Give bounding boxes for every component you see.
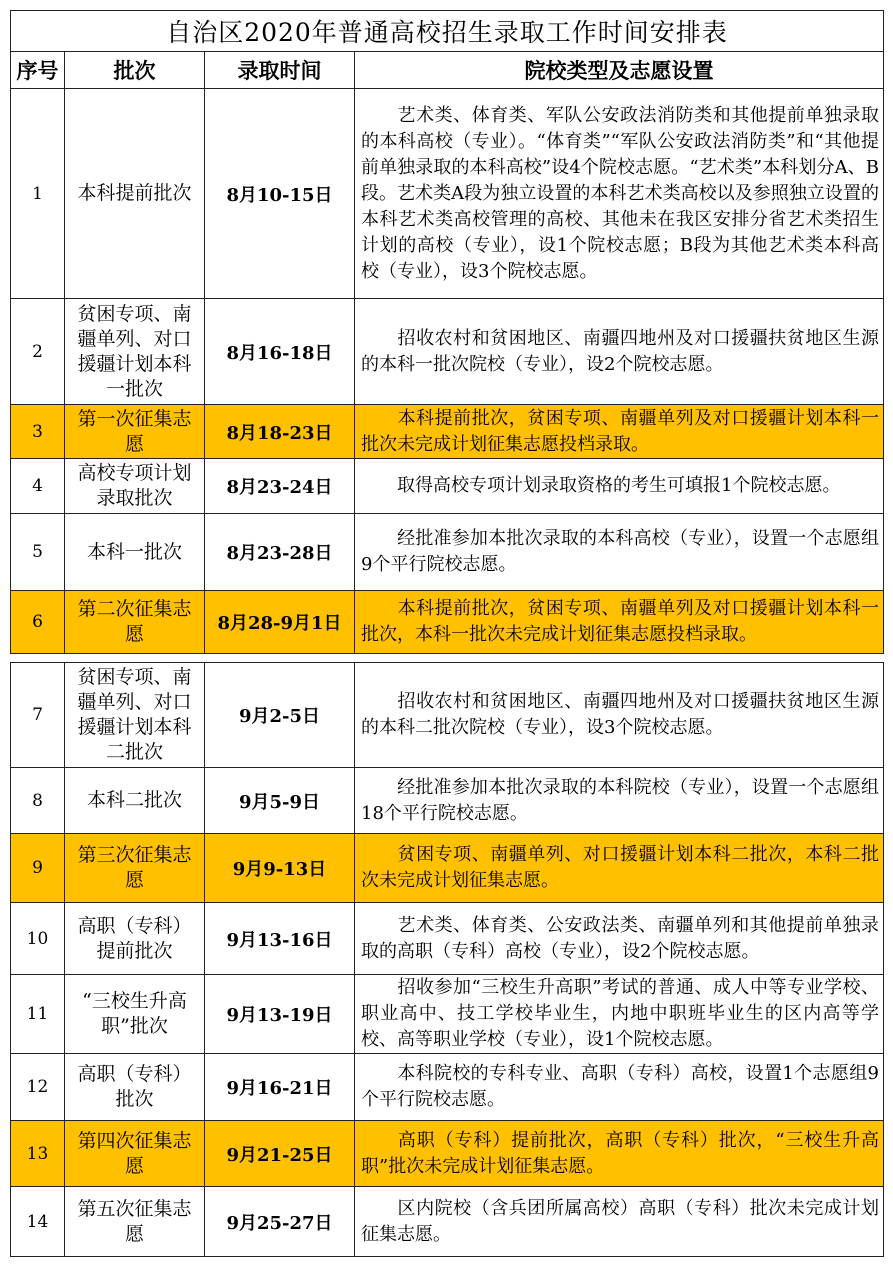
- row-seq: 8: [11, 768, 65, 834]
- desc-text: 贫困专项、南疆单列、对口援疆计划本科二批次，本科二批次未完成计划征集志愿。: [361, 844, 879, 891]
- row-seq: 13: [11, 1121, 65, 1187]
- row-desc: [355, 1121, 884, 1187]
- header-batch: 批次: [65, 52, 205, 89]
- row-desc: [355, 591, 884, 654]
- row-seq: 1: [11, 89, 65, 299]
- row-desc: [355, 663, 884, 768]
- row-desc: [355, 834, 884, 903]
- desc-text: 本科提前批次，贫困专项、南疆单列及对口援疆计划本科一批次，本科一批次未完成计划征集志愿投档录取。: [361, 598, 879, 645]
- row-time: 8月23-28日: [205, 514, 355, 591]
- row-seq: 4: [11, 459, 65, 514]
- desc-text: 艺术类、体育类、公安政法类、南疆单列和其他提前单独录取的高职（专科）高校（专业），设2个院校志愿。: [361, 914, 879, 962]
- row-desc: [355, 299, 884, 405]
- row-time: 9月9-13日: [205, 834, 355, 903]
- row-seq: 9: [11, 834, 65, 903]
- row-seq: 5: [11, 514, 65, 591]
- table-row: [11, 768, 884, 834]
- table-row: [11, 1187, 884, 1257]
- row-batch: “三校生升高职”批次: [65, 975, 205, 1054]
- desc-text: 经批准参加本批次录取的本科高校（专业），设置一个志愿组9个平行院校志愿。: [361, 528, 879, 575]
- desc-text: 区内院校（含兵团所属高校）高职（专科）批次未完成计划征集志愿。: [361, 1197, 879, 1245]
- table-row: [11, 405, 884, 459]
- row-desc: [355, 903, 884, 975]
- row-time: 8月23-24日: [205, 459, 355, 514]
- table-row: [11, 975, 884, 1054]
- table-row: [11, 834, 884, 903]
- row-desc: [355, 1187, 884, 1257]
- row-batch: 本科一批次: [65, 514, 205, 591]
- desc-text: 艺术类、体育类、军队公安政法消防类和其他提前单独录取的本科高校（专业）。“体育类”“军队公安政法消防类”和“其他提前单独录取的本科高校”设4个院校志愿。“艺术类”本科划分A、B段。艺术类A段为独立设置的本科艺术类高校以及参照独立设置的本科艺术类高校管理的高校、其他未在我区安排分省艺术类招生计划的高校（专业），设1个院校志愿；B段为其他艺术类本科高校（专业），设3个院校志愿。: [361, 104, 879, 282]
- row-desc: [355, 405, 884, 459]
- table-row: [11, 663, 884, 768]
- row-time: 9月21-25日: [205, 1121, 355, 1187]
- admission-schedule-sheet: [10, 10, 883, 1257]
- row-seq: 12: [11, 1054, 65, 1121]
- row-time: 9月5-9日: [205, 768, 355, 834]
- row-desc: [355, 975, 884, 1054]
- desc-text: 招收农村和贫困地区、南疆四地州及对口援疆扶贫地区生源的本科一批次院校（专业），设2个院校志愿。: [361, 327, 879, 375]
- row-batch: 高职（专科）提前批次: [65, 903, 205, 975]
- row-batch: 第二次征集志愿: [65, 591, 205, 654]
- header-time: 录取时间: [205, 52, 355, 89]
- row-batch: 高校专项计划录取批次: [65, 459, 205, 514]
- table-gap: [11, 654, 884, 663]
- row-batch: 本科提前批次: [65, 89, 205, 299]
- row-desc: [355, 768, 884, 834]
- table-row: [11, 89, 884, 299]
- row-seq: 7: [11, 663, 65, 768]
- table-row: [11, 299, 884, 405]
- row-seq: 10: [11, 903, 65, 975]
- row-seq: 6: [11, 591, 65, 654]
- table-row: [11, 1054, 884, 1121]
- row-batch: 第五次征集志愿: [65, 1187, 205, 1257]
- row-seq: 11: [11, 975, 65, 1054]
- row-batch: 高职（专科）批次: [65, 1054, 205, 1121]
- row-time: 9月16-21日: [205, 1054, 355, 1121]
- row-desc: [355, 459, 884, 514]
- row-seq: 14: [11, 1187, 65, 1257]
- desc-text: 招收农村和贫困地区、南疆四地州及对口援疆扶贫地区生源的本科二批次院校（专业），设3个院校志愿。: [361, 691, 879, 738]
- header-desc: 院校类型及志愿设置: [355, 52, 884, 89]
- row-batch: 贫困专项、南疆单列、对口援疆计划本科一批次: [65, 299, 205, 405]
- schedule-table: [10, 10, 884, 1257]
- row-batch: 第四次征集志愿: [65, 1121, 205, 1187]
- row-time: 9月2-5日: [205, 663, 355, 768]
- row-time: 8月18-23日: [205, 405, 355, 459]
- row-seq: 3: [11, 405, 65, 459]
- row-desc: [355, 89, 884, 299]
- table-row: [11, 903, 884, 975]
- row-batch: 第三次征集志愿: [65, 834, 205, 903]
- table-row: [11, 514, 884, 591]
- header-seq: 序号: [11, 52, 65, 89]
- desc-text: 本科提前批次，贫困专项、南疆单列及对口援疆计划本科一批次未完成计划征集志愿投档录取。: [361, 407, 879, 455]
- row-time: 9月13-16日: [205, 903, 355, 975]
- row-batch: 第一次征集志愿: [65, 405, 205, 459]
- table-row: [11, 591, 884, 654]
- row-batch: 本科二批次: [65, 768, 205, 834]
- row-desc: [355, 514, 884, 591]
- table-row: [11, 1121, 884, 1187]
- row-time: 8月10-15日: [205, 89, 355, 299]
- desc-text: 高职（专科）提前批次，高职（专科）批次，“三校生升高职”批次未完成计划征集志愿。: [361, 1129, 879, 1177]
- row-time: 9月25-27日: [205, 1187, 355, 1257]
- desc-text: 取得高校专项计划录取资格的考生可填报1个院校志愿。: [397, 475, 841, 496]
- table-title: 自治区2020年普通高校招生录取工作时间安排表: [11, 11, 884, 52]
- desc-text: 招收参加“三校生升高职”考试的普通、成人中等专业学校、职业高中、技工学校毕业生，内地中职班毕业生的区内高等学校、高等职业学校（专业），设1个院校志愿。: [361, 977, 879, 1050]
- table-row: [11, 459, 884, 514]
- header-row: [11, 52, 884, 89]
- row-time: 9月13-19日: [205, 975, 355, 1054]
- row-desc: [355, 1054, 884, 1121]
- row-time: 8月16-18日: [205, 299, 355, 405]
- table-gap-cell: [11, 654, 884, 663]
- row-batch: 贫困专项、南疆单列、对口援疆计划本科二批次: [65, 663, 205, 768]
- desc-text: 经批准参加本批次录取的本科院校（专业），设置一个志愿组18个平行院校志愿。: [361, 776, 879, 824]
- row-time: 8月28-9月1日: [205, 591, 355, 654]
- row-seq: 2: [11, 299, 65, 405]
- desc-text: 本科院校的专科专业、高职（专科）高校，设置1个志愿组9个平行院校志愿。: [361, 1063, 879, 1110]
